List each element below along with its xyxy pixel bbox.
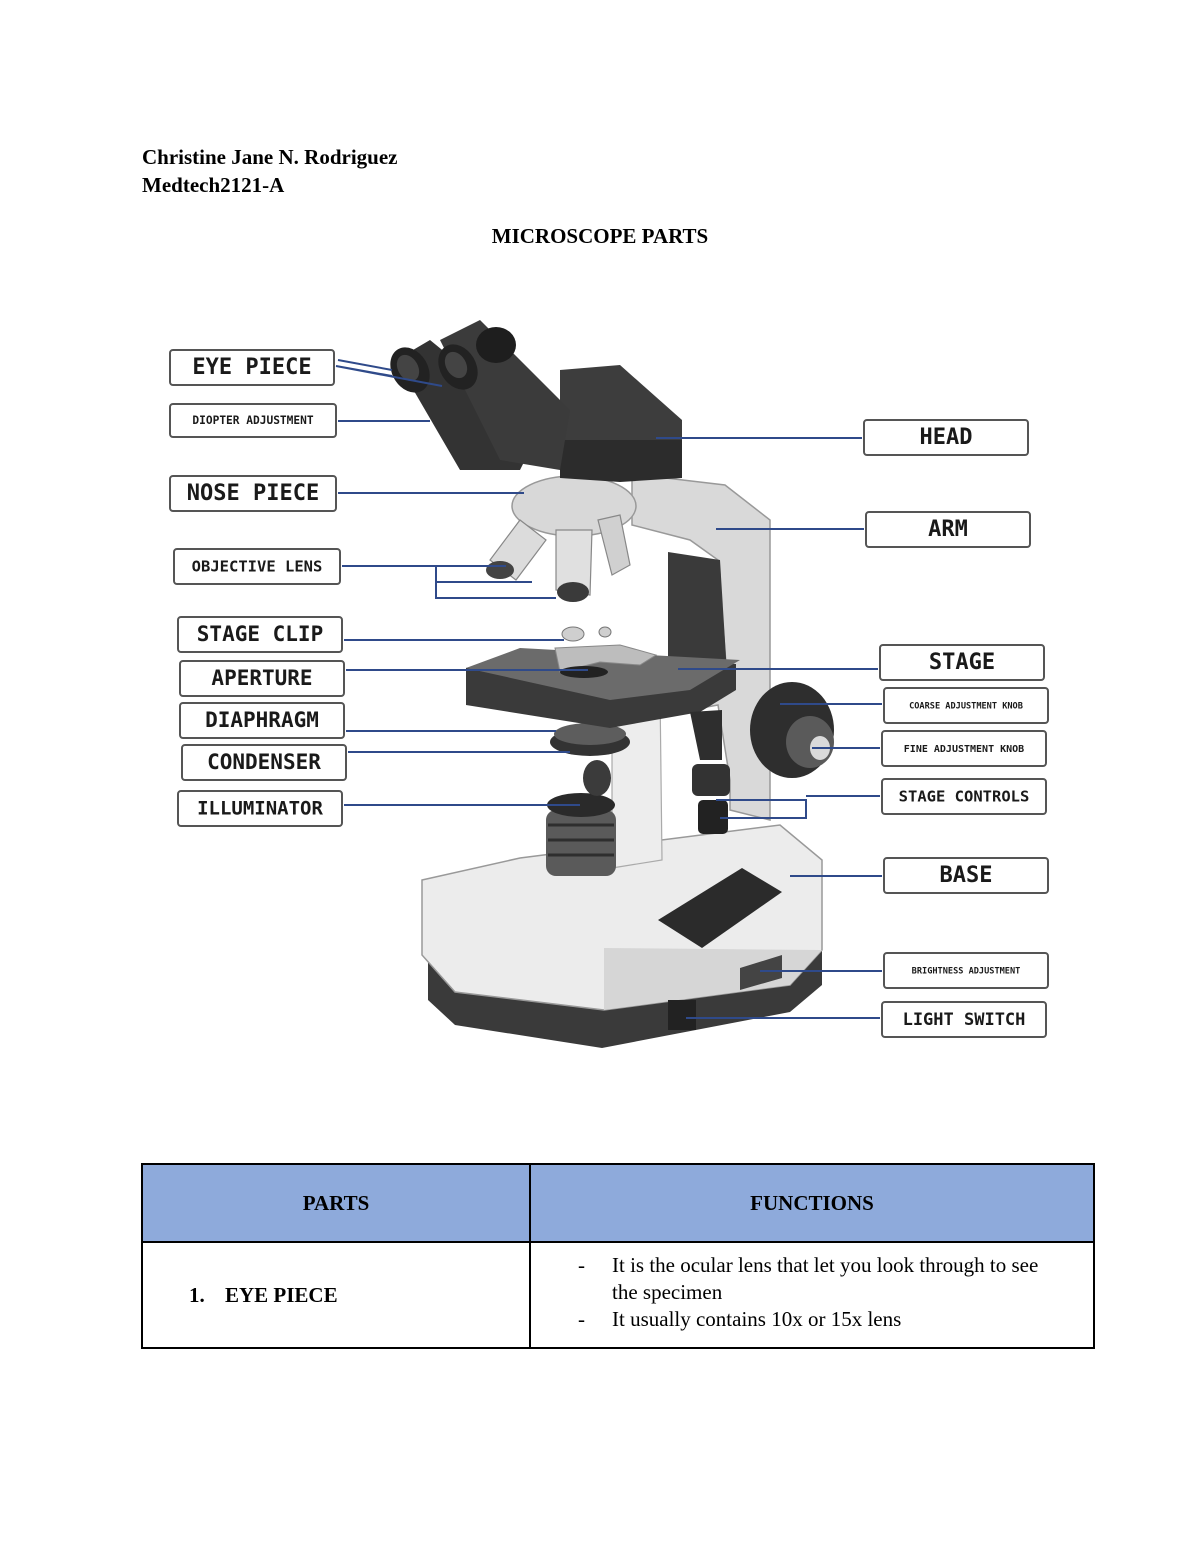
part-cell <box>142 1242 530 1348</box>
label-brightness-adjustment <box>884 953 1048 988</box>
svg-text:NOSE PIECE: NOSE PIECE <box>186 481 320 506</box>
label-stage-clip <box>178 617 342 652</box>
svg-text:OBJECTIVE LENS: OBJECTIVE LENS <box>191 557 323 576</box>
header-parts: PARTS <box>142 1164 530 1242</box>
svg-text:STAGE CONTROLS: STAGE CONTROLS <box>898 787 1030 806</box>
functions-cell <box>530 1242 1094 1348</box>
svg-text:COARSE ADJUSTMENT KNOB: COARSE ADJUSTMENT KNOB <box>909 701 1023 712</box>
label-diopter-adjustment <box>170 404 336 437</box>
label-fine-adjustment-knob <box>882 731 1046 766</box>
label-nose-piece <box>170 476 336 511</box>
svg-text:CONDENSER: CONDENSER <box>207 750 321 774</box>
svg-text:ILLUMINATOR: ILLUMINATOR <box>197 797 323 820</box>
label-base <box>884 858 1048 893</box>
svg-text:APERTURE: APERTURE <box>211 666 313 690</box>
svg-text:DIOPTER ADJUSTMENT: DIOPTER ADJUSTMENT <box>192 414 314 427</box>
author-name: Christine Jane N. Rodriguez <box>142 145 398 169</box>
part-number: 1. <box>189 1282 205 1307</box>
function-list <box>532 1248 1092 1343</box>
function-item: - It usually contains 10x or 15x lens <box>578 1306 1062 1333</box>
author-section: Medtech2121-A <box>142 173 285 197</box>
microscope-illustration <box>382 320 834 1048</box>
table-header-row <box>142 1164 1094 1242</box>
label-light-switch <box>882 1002 1046 1037</box>
svg-text:EYE PIECE: EYE PIECE <box>192 355 312 380</box>
label-arm <box>866 512 1030 547</box>
svg-text:STAGE: STAGE <box>928 650 996 675</box>
label-stage-controls <box>882 779 1046 814</box>
label-stage <box>880 645 1044 680</box>
label-condenser <box>182 745 346 780</box>
document-title: MICROSCOPE PARTS <box>491 224 709 248</box>
svg-text:FINE ADJUSTMENT KNOB: FINE ADJUSTMENT KNOB <box>903 744 1025 755</box>
label-eye-piece <box>170 350 334 385</box>
svg-text:HEAD: HEAD <box>919 425 973 450</box>
label-coarse-adjustment-knob <box>884 688 1048 723</box>
svg-text:ARM: ARM <box>928 517 968 542</box>
svg-text:DIAPHRAGM: DIAPHRAGM <box>205 708 319 732</box>
svg-text:LIGHT SWITCH: LIGHT SWITCH <box>902 1010 1026 1030</box>
label-head <box>864 420 1028 455</box>
parts-functions-table <box>141 1163 1095 1349</box>
label-aperture <box>180 661 344 696</box>
table-row <box>142 1242 1094 1348</box>
svg-text:STAGE CLIP: STAGE CLIP <box>196 622 324 646</box>
svg-text:BRIGHTNESS ADJUSTMENT: BRIGHTNESS ADJUSTMENT <box>911 966 1021 977</box>
part-name: EYE PIECE <box>225 1282 338 1307</box>
label-objective-lens <box>174 549 340 584</box>
function-item: - It is the ocular lens that let you look through to see the specimen <box>578 1252 1062 1306</box>
label-diaphragm <box>180 703 344 738</box>
svg-text:BASE: BASE <box>939 863 993 888</box>
header-functions: FUNCTIONS <box>530 1164 1094 1242</box>
label-illuminator <box>178 791 342 826</box>
